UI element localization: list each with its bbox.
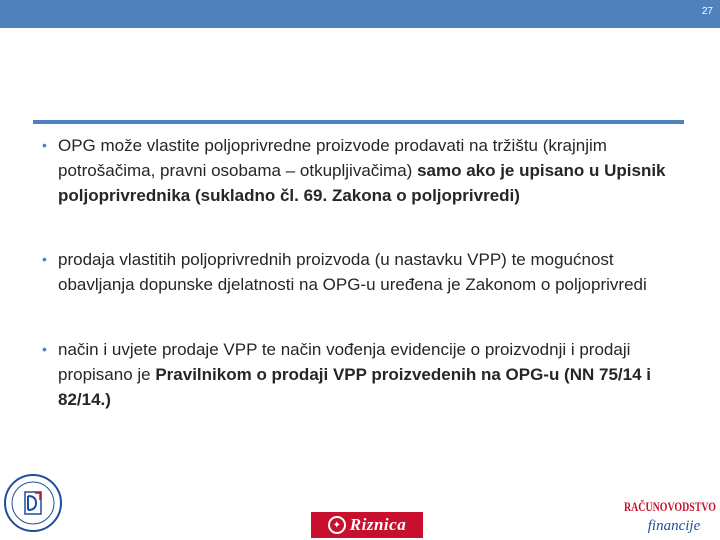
riznica-logo	[311, 512, 423, 538]
bullet-dot-icon: •	[42, 137, 47, 153]
riznica-logo-text: Riznica	[349, 515, 407, 534]
bullet-dot-icon: •	[42, 341, 47, 357]
bullet-item	[38, 133, 688, 208]
bullet-list	[38, 133, 688, 412]
bullet-text: način i uvjete prodaje VPP te način vođenja evidencije o proizvodnji i prodaji propisano je	[58, 340, 631, 384]
slide-number: 27	[701, 6, 713, 17]
bullet-dot-icon: •	[42, 251, 47, 267]
bullet-text: prodaja vlastitih poljoprivrednih proizvoda (u nastavku VPP) te mogućnost obavljanja dopunske djelatnosti na OPG-u uređena je Zakonom o poljoprivredi	[58, 250, 647, 294]
bullet-text: OPG može vlastite poljoprivredne proizvode prodavati na tržištu (krajnjim potrošačima, pravni osobama – otkupljivačima)	[58, 136, 607, 180]
bullet-bold-text: Pravilnikom o prodaji VPP proizvedenih na OPG-u (NN 75/14 i 82/14.)	[58, 365, 651, 409]
riznica-emblem-icon: ✦	[328, 516, 346, 534]
top-bar	[0, 0, 720, 28]
bullet-item	[38, 247, 688, 297]
institution-seal-logo	[2, 467, 64, 539]
racunovodstvo-financije-logo	[622, 493, 718, 539]
financije-text: financije	[647, 518, 701, 534]
bullet-item	[38, 337, 688, 412]
bullet-bold-text: samo ako je upisano u Upisnik poljoprivrednika (sukladno čl. 69. Zakona o poljoprivredi)	[58, 161, 666, 205]
title-divider	[33, 120, 684, 124]
racunovodstvo-text: RAČUNOVODSTVO	[624, 499, 716, 514]
